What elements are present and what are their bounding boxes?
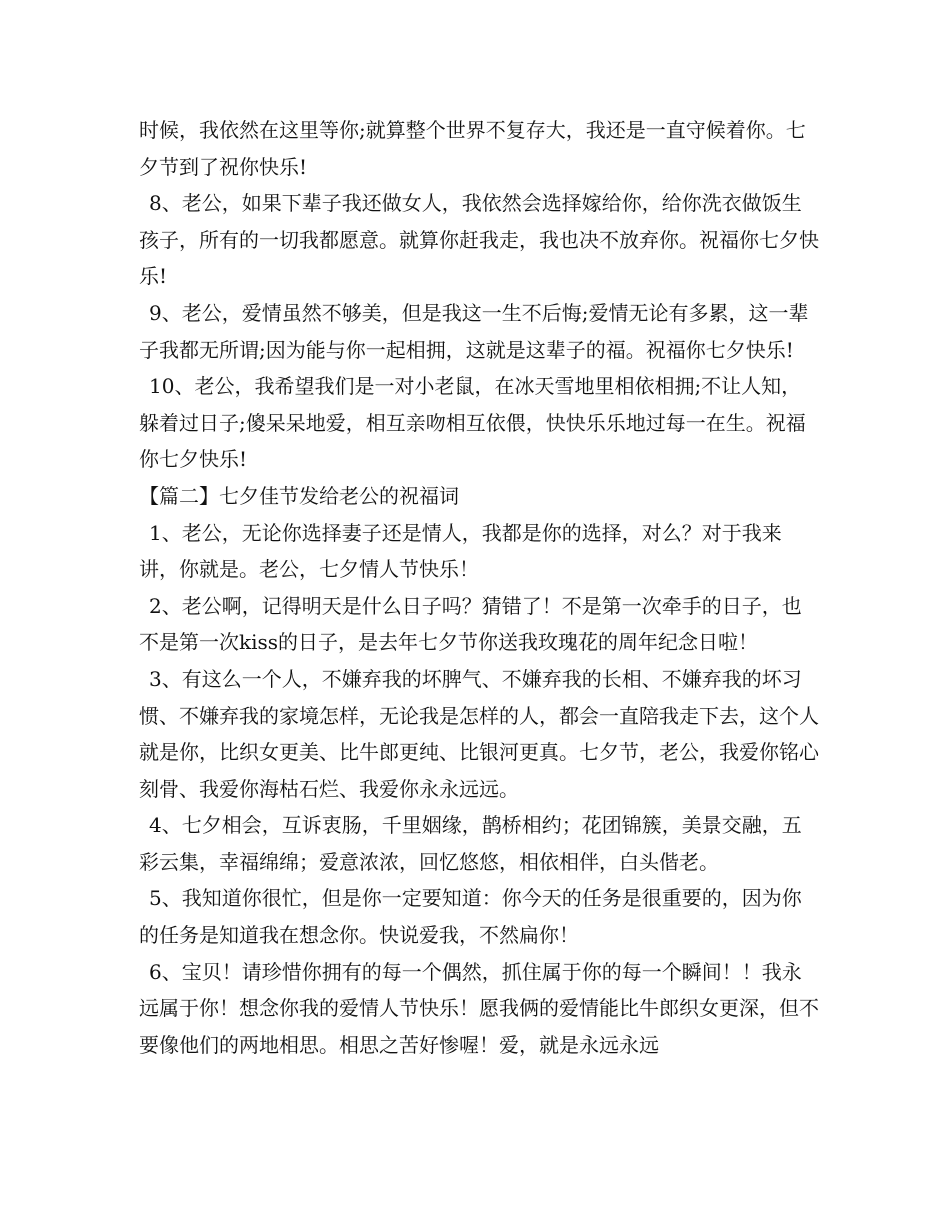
paragraph-item-3: 3、有这么一个人，不嫌弃我的坏脾气、不嫌弃我的长相、不嫌弃我的坏习惯、不嫌弃我的家境怎样，无论我是怎样的人，都会一直陪我走下去，这个人就是你，比织女更美、比牛郎更纯、比银河更真。七夕节，老公，我爱你铭心刻骨、我爱你海枯石烂、我爱你永永远远。 <box>139 666 819 801</box>
paragraph-item-8: 8、老公，如果下辈子我还做女人，我依然会选择嫁给你，给你洗衣做饭生孩子，所有的一切我都愿意。就算你赶我走，我也决不放弃你。祝福你七夕快乐! <box>139 191 819 289</box>
paragraph-item-1: 1、老公，无论你选择妻子还是情人，我都是你的选择，对么？对于我来讲，你就是。老公，七夕情人节快乐！ <box>139 520 782 582</box>
paragraph-item-10: 10、老公，我希望我们是一对小老鼠，在冰天雪地里相依相拥;不让人知，躲着过日子;傻呆呆地爱，相互亲吻相互依偎，快快乐乐地过每一在生。祝福你七夕快乐! <box>139 374 806 472</box>
paragraph-continuation: 时候，我依然在这里等你;就算整个世界不复存大，我还是一直守候着你。七夕节到了祝你快乐! <box>139 118 806 179</box>
paragraph-item-2: 2、老公啊，记得明天是什么日子吗？猜错了！不是第一次牵手的日子，也不是第一次kiss的日子，是去年七夕节你送我玫瑰花的周年纪念日啦！ <box>139 593 802 655</box>
paragraph-item-5: 5、我知道你很忙，但是你一定要知道：你今天的任务是很重要的，因为你的任务是知道我在想念你。快说爱我，不然扁你！ <box>139 886 802 948</box>
paragraph-item-6: 6、宝贝！请珍惜你拥有的每一个偶然，抓住属于你的每一个瞬间！！我永远属于你！想念你我的爱情人节快乐！愿我俩的爱情能比牛郎织女更深，但不要像他们的两地相思。相思之苦好惨喔！爱，就是永远永远 <box>139 959 819 1057</box>
section-heading: 【篇二】七夕佳节发给老公的祝福词 <box>139 483 459 508</box>
document-body <box>139 112 819 1063</box>
paragraph-item-4: 4、七夕相会，互诉衷肠，千里姻缘，鹊桥相约；花团锦簇，美景交融，五彩云集，幸福绵绵；爱意浓浓，回忆悠悠，相依相伴，白头偕老。 <box>139 813 802 874</box>
paragraph-item-9: 9、老公，爱情虽然不够美，但是我这一生不后悔;爱情无论有多累，这一辈子我都无所谓;因为能与你一起相拥，这就是这辈子的福。祝福你七夕快乐! <box>139 300 809 362</box>
